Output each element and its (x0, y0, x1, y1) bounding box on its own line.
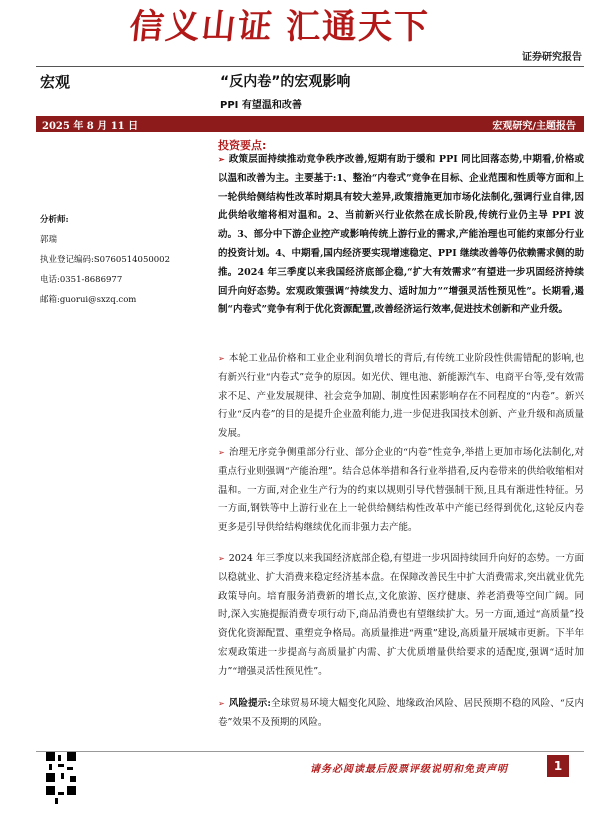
page-subtitle: PPI 有望温和改善 (220, 100, 302, 111)
report-category: 宏观研究/主题报告 (492, 121, 576, 132)
divider (36, 751, 584, 752)
paragraph-text: 2024 年三季度以来我国经济底部企稳,有望进一步巩固持续回升向好的态势。一方面以稳就业、扩大消费来稳定经济基本盘。在保障改善民生中扩大消费需求,突出就业优先政策导向。培育服务消费新的增长点,文化旅游、医疗健康、养老消费等空间广阔。同时,深入实施提振消费专项行动下,商品消费也有望继续扩大。另一方面,通过“高质量”投资优化资源配置、重塑竞争格局。高质量推进“两重”建设,高质量开展城市更新。下半年宏观政策进一步提高与高质量扩内需、扩大优质增量供给要求的适配度,强调“适时加力”“增强灵活性预见性”。 (218, 553, 584, 677)
paragraph-text: 治理无序竞争侧重部分行业、部分企业的“内卷”性竞争,举措上更加市场化法制化,对重点行业则强调“产能治理”。结合总体举措和各行业举措看,反内卷带来的供给收缩相对温和。一方面,对企业生产行为的约束以规则引导代替强制干预,且具有渐进性特征。另一方面,钢铁等中上游行业在上一轮供给侧结构性改革中产能已经得到优化,这轮反内卷更多是引导供给结构继续优化而非强力去产能。 (218, 447, 584, 534)
logo-left-text: 信义山证 (127, 6, 276, 47)
analyst-email[interactable]: 邮箱:guorui@sxzq.com (40, 295, 137, 305)
risk-label: 风险提示: (228, 698, 271, 709)
arrow-bullet-icon: ➢ (218, 554, 225, 563)
body-paragraph (218, 350, 584, 444)
page-title: “反内卷”的宏观影响 (220, 74, 351, 90)
page-number: 1 (547, 755, 569, 777)
paragraph-text: 全球贸易环境大幅变化风险、地缘政治风险、居民预期不稳的风险、“反内卷”效果不及预期的风险。 (218, 698, 584, 728)
body-paragraph (218, 550, 584, 682)
divider (36, 66, 584, 67)
risk-paragraph (218, 695, 584, 733)
analyst-label: 分析师: (40, 215, 69, 225)
report-date: 2025 年 8 月 11 日 (42, 121, 139, 132)
analyst-phone: 电话:0351-8686977 (40, 275, 123, 285)
analyst-name: 郭瑞 (40, 235, 58, 245)
brand-logo (127, 0, 470, 54)
analyst-info (40, 210, 210, 310)
analyst-license: 执业登记编码:S0760514050002 (40, 255, 170, 265)
section-label: 宏观 (40, 73, 71, 91)
logo-right-text: 汇通天下 (286, 6, 430, 47)
paragraph-text: 本轮工业品价格和工业企业利润负增长的背后,有传统工业阶段性供需错配的影响,也有新兴行业“内卷式”竞争的原因。如光伏、锂电池、新能源汽车、电商平台等,受有效需求不足、产业发展规律、社会竞争加剧、制度性因素影响存在不同程度的“内卷”。新兴行业“反内卷”的目的是提升企业盈利能力,进一步促进我国技术创新、产业升级和高质量发展。 (218, 353, 584, 440)
body-paragraph (218, 444, 584, 538)
arrow-bullet-icon: ➢ (218, 699, 225, 708)
report-type: 证券研究报告 (522, 52, 582, 63)
arrow-bullet-icon: ➢ (218, 154, 225, 164)
disclaimer-link[interactable]: 请务必阅读最后股票评级说明和免责声明 (310, 764, 508, 775)
arrow-bullet-icon: ➢ (218, 354, 225, 363)
key-points-heading: 投资要点: (218, 139, 267, 152)
date-bar (36, 116, 584, 132)
paragraph-text: 政策层面持续推动竞争秩序改善,短期有助于缓和 PPI 同比回落态势,中期看,价格或以温和改善为主。主要基于:1、整治“内卷式”竞争在目标、企业范围和性质等方面和上一轮供给侧结构性改革时期具有较大差异,政策措施更加市场化法制化,强调行业自律,因此供给收缩将相对温和。2、当前新兴行业依然在成长阶段,传统行业仍主导 PPI 波动。3、部分中下游企业控产或影响传统上游行业的需求,产能治理也可能约束部分行业的投资计划。4、中期看,国内经济要实现增速稳定、PPI 继续改善等仍依赖需求侧的助推。2024 年三季度以来我国经济底部企稳,“扩大有效需求”有望进一步巩固经济持续回升向好态势。宏观政策强调“持续发力、适时加力”“增强灵活性预见性”。长期看,遏制“内卷式”竞争有利于优化资源配置,改善经济运行效率,促进技术创新和产业升级。 (218, 154, 584, 316)
qr-code-icon[interactable] (46, 752, 76, 782)
qr-code-icon[interactable] (46, 786, 76, 816)
key-point-paragraph (218, 150, 584, 320)
arrow-bullet-icon: ➢ (218, 448, 225, 457)
